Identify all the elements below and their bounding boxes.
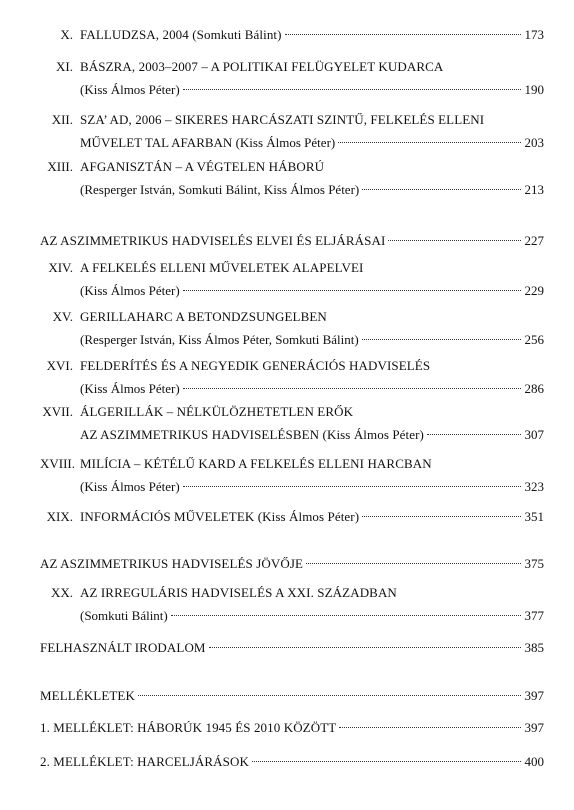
toc-entry-line: [40, 455, 544, 473]
page-number: 397: [524, 688, 544, 703]
toc-entry[interactable]: [40, 455, 544, 494]
appendix-title: 1. MELLÉKLET: HÁBORÚK 1945 ÉS 2010 KÖZÖTT: [40, 720, 337, 735]
appendix-title: 2. MELLÉKLET: HARCELJÁRÁSOK: [40, 754, 249, 769]
chapter-number: XV.: [52, 309, 73, 324]
toc-section[interactable]: [40, 634, 544, 655]
page-number: 375: [524, 556, 544, 571]
chapter-number: XII.: [51, 112, 73, 127]
page-number: 351: [524, 509, 544, 524]
dot-leader: [183, 76, 521, 94]
chapter-title: SZA’ AD, 2006 – SIKERES HARCÁSZATI SZINTŰ, FELKELÉS ELLENI: [80, 112, 485, 127]
section-title: AZ ASZIMMETRIKUS HADVISELÉS JÖVŐJE: [40, 556, 304, 571]
toc-entry[interactable]: [40, 111, 544, 150]
chapter-number: X.: [60, 27, 73, 42]
chapter-authors: (Resperger István, Kiss Álmos Péter, Somkuti Bálint): [80, 332, 359, 347]
toc-section[interactable]: [40, 714, 544, 735]
chapter-number: XIII.: [47, 159, 73, 174]
chapter-title: FELDERÍTÉS ÉS A NEGYEDIK GENERÁCIÓS HADVISELÉS: [80, 358, 431, 373]
dot-leader: [138, 682, 521, 700]
dot-leader: [339, 714, 521, 732]
page-number: 256: [524, 332, 544, 347]
toc-entry[interactable]: [40, 503, 544, 524]
toc-entry-line: [40, 748, 544, 769]
chapter-title: FALLUDZSA, 2004 (Somkuti Bálint): [80, 27, 282, 42]
chapter-title: BÁSZRA, 2003–2007 – A POLITIKAI FELÜGYELET KUDARCA: [80, 59, 444, 74]
toc-section[interactable]: [40, 227, 544, 248]
toc-entry-line: [40, 550, 544, 571]
dot-leader: [209, 634, 521, 652]
dot-leader: [362, 176, 521, 194]
toc-entry[interactable]: [40, 158, 544, 197]
page-number: 397: [524, 720, 544, 735]
dot-leader: [285, 21, 521, 39]
toc-entry-line: [40, 129, 544, 150]
page-number: 227: [524, 233, 544, 248]
page-number: 173: [524, 27, 544, 42]
chapter-authors: (Resperger István, Somkuti Bálint, Kiss Álmos Péter): [80, 182, 360, 197]
page-number: 190: [524, 82, 544, 97]
page-number: 400: [524, 754, 544, 769]
toc-entry-line: [40, 403, 544, 421]
chapter-title: GERILLAHARC A BETONDZSUNGELBEN: [80, 309, 327, 324]
chapter-title: MILÍCIA – KÉTÉLŰ KARD A FELKELÉS ELLENI HARCBAN: [80, 456, 432, 471]
toc-entry-line: [40, 111, 544, 129]
page-number: 307: [524, 427, 544, 442]
toc-entry-line: [40, 714, 544, 735]
chapter-authors: (Kiss Álmos Péter): [80, 479, 180, 494]
toc-entry-line: [40, 21, 544, 42]
section-title: AZ ASZIMMETRIKUS HADVISELÉS ELVEI ÉS ELJÁRÁSAI: [40, 233, 386, 248]
chapter-number: XVI.: [46, 358, 73, 373]
toc-entry[interactable]: [40, 21, 544, 42]
chapter-title: A FELKELÉS ELLENI MŰVELETEK ALAPELVEI: [80, 260, 364, 275]
dot-leader: [183, 473, 521, 491]
chapter-authors: (Somkuti Bálint): [80, 608, 168, 623]
dot-leader: [183, 277, 521, 295]
chapter-title: AZ IRREGULÁRIS HADVISELÉS A XXI. SZÁZADBAN: [80, 585, 397, 600]
page-number: 385: [524, 640, 544, 655]
toc-entry-line: [40, 58, 544, 76]
chapter-number: XVII.: [42, 404, 73, 419]
chapter-title-continued: AZ ASZIMMETRIKUS HADVISELÉSBEN (Kiss Álmos Péter): [80, 427, 424, 442]
chapter-title: ÁLGERILLÁK – NÉLKÜLÖZHETETLEN ERŐK: [80, 404, 354, 419]
toc-entry-line: [40, 357, 544, 375]
page-number: 229: [524, 283, 544, 298]
dot-leader: [427, 421, 521, 439]
toc-entry-line: [40, 76, 544, 97]
dot-leader: [388, 227, 521, 245]
chapter-authors: (Kiss Álmos Péter): [80, 381, 180, 396]
toc-entry-line: [40, 176, 544, 197]
chapter-number: XX.: [50, 585, 73, 600]
chapter-authors: (Kiss Álmos Péter): [80, 283, 180, 298]
chapter-authors: (Kiss Álmos Péter): [80, 82, 180, 97]
dot-leader: [171, 602, 521, 620]
toc-entry[interactable]: [40, 308, 544, 347]
toc-entry-line: [40, 634, 544, 655]
dot-leader: [252, 748, 521, 766]
toc-entry-line: [40, 584, 544, 602]
page-number: 213: [524, 182, 544, 197]
toc-entry-line: [40, 473, 544, 494]
chapter-number: XVIII.: [40, 456, 76, 471]
section-title: MELLÉKLETEK: [40, 688, 135, 703]
chapter-number: XIV.: [48, 260, 73, 275]
dot-leader: [362, 326, 521, 344]
toc-entry-line: [40, 227, 544, 248]
toc-entry[interactable]: [40, 584, 544, 623]
toc-entry-line: [40, 277, 544, 298]
toc-entry-line: [40, 602, 544, 623]
section-title: FELHASZNÁLT IRODALOM: [40, 640, 206, 655]
chapter-number: XIX.: [46, 509, 73, 524]
dot-leader: [362, 503, 521, 521]
page-number: 203: [524, 135, 544, 150]
toc-entry-line: [40, 308, 544, 326]
toc-entry[interactable]: [40, 259, 544, 298]
page-number: 377: [524, 608, 544, 623]
toc-entry[interactable]: [40, 357, 544, 396]
toc-entry-line: [40, 375, 544, 396]
toc-section[interactable]: [40, 682, 544, 703]
toc-entry[interactable]: [40, 58, 544, 97]
chapter-number: XI.: [56, 59, 73, 74]
dot-leader: [183, 375, 521, 393]
chapter-title: INFORMÁCIÓS MŰVELETEK (Kiss Álmos Péter): [80, 509, 360, 524]
dot-leader: [306, 550, 521, 568]
toc-entry-line: [40, 503, 544, 524]
toc-entry[interactable]: [40, 403, 544, 442]
toc-entry-line: [40, 326, 544, 347]
toc-entry-line: [40, 421, 544, 442]
toc-entry-line: [40, 158, 544, 176]
toc-section[interactable]: [40, 550, 544, 571]
chapter-title: AFGANISZTÁN – A VÉGTELEN HÁBORÚ: [80, 159, 325, 174]
toc-entry-line: [40, 682, 544, 703]
chapter-title-continued: MŰVELET TAL AFARBAN (Kiss Álmos Péter): [80, 135, 336, 150]
toc-section[interactable]: [40, 748, 544, 769]
page-number: 286: [524, 381, 544, 396]
page-number: 323: [524, 479, 544, 494]
toc-entry-line: [40, 259, 544, 277]
dot-leader: [338, 129, 521, 147]
